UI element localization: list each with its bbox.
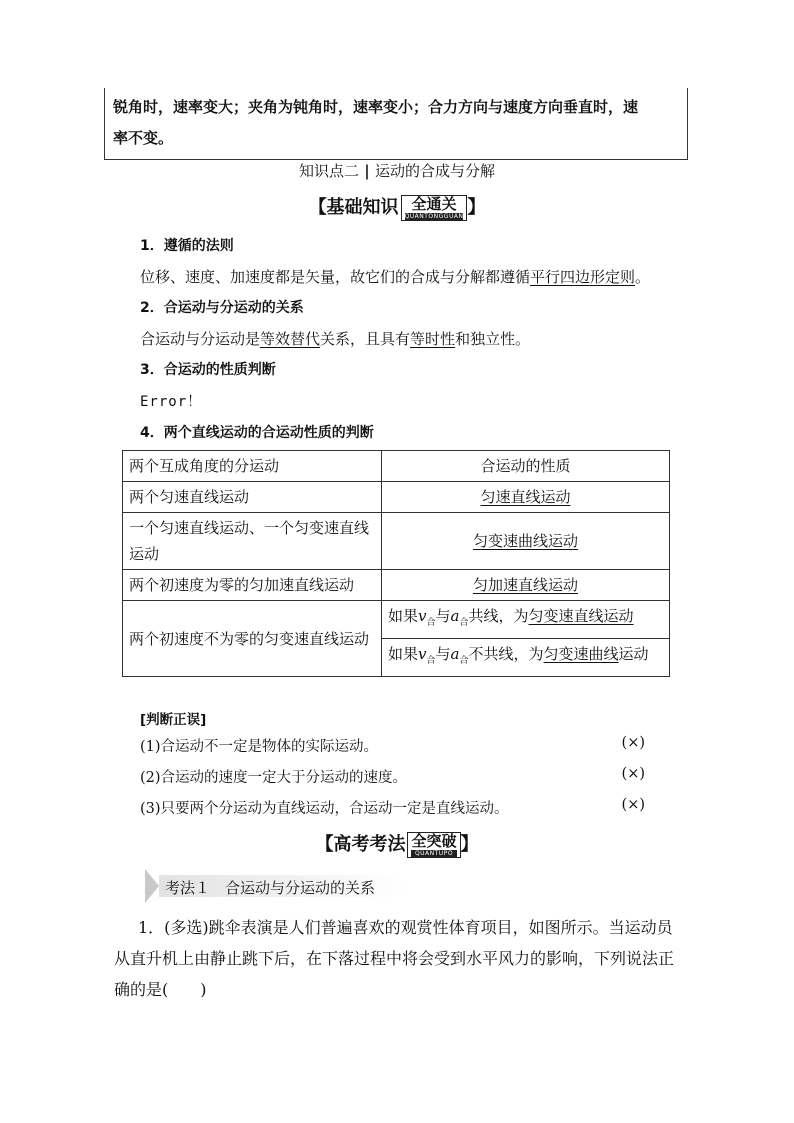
note-box — [104, 88, 688, 160]
judge-item-mark: (×) — [621, 766, 645, 782]
table-cell: 两个初速度为零的匀加速直线运动 — [123, 570, 382, 601]
banner-exam-text: 【高考考法 — [315, 834, 406, 855]
s2-text-b: 关系，且具有 — [320, 330, 411, 348]
s2-text-c: 和独立性。 — [455, 330, 531, 348]
banner-basic-tag — [401, 195, 468, 221]
table-cell-underlined: 匀变速曲线运动 — [472, 532, 578, 550]
judge-item-mark: (×) — [621, 797, 645, 813]
knowledge-point-name: 运动的合成与分解 — [374, 162, 495, 180]
judge-item-mark: (×) — [621, 735, 645, 751]
cell-text: 如果 — [388, 607, 419, 625]
table-cell: 两个匀速直线运动 — [123, 482, 382, 513]
judge-item-text: (3)只要两个分运动为直线运动，合运动一定是直线运动。 — [140, 801, 509, 817]
subscript: 合 — [459, 656, 469, 666]
banner-exam-methods — [0, 830, 794, 858]
method-header-text — [165, 877, 375, 898]
s1-text-b: 。 — [635, 268, 651, 286]
table-cell-underlined: 匀变速曲线 — [543, 645, 619, 663]
cell-text: 不共线，为 — [468, 645, 544, 663]
symbol-a: a — [450, 645, 460, 663]
question-text — [114, 912, 686, 1005]
table-cell-underlined: 匀加速直线运动 — [472, 576, 578, 594]
table-cell — [382, 639, 670, 677]
section-1-text — [140, 266, 650, 287]
banner-exam-tag-sub: QUANTUPO — [411, 850, 456, 857]
judge-item — [140, 797, 645, 818]
judge-title: [判断正误] — [140, 712, 207, 728]
banner-basic-tag-text: 全通关 — [411, 195, 457, 213]
triangle-arrow-icon — [145, 869, 159, 903]
motion-table — [122, 450, 670, 677]
section-4-heading: 4．两个直线运动的合运动性质的判断 — [140, 425, 374, 441]
s2-text-a: 合运动与分运动是 — [140, 330, 261, 348]
method-title: 合运动与分运动的关系 — [225, 879, 376, 897]
banner-exam-tag-text: 全突破 — [411, 832, 457, 850]
section-2-text — [140, 328, 530, 349]
table-cell-underlined: 匀速直线运动 — [480, 488, 571, 506]
section-3-heading: 3．合运动的性质判断 — [140, 362, 276, 378]
banner-exam-tag — [407, 832, 460, 858]
table-row — [123, 570, 670, 601]
banner-basic-tag-sub: QUANTONGGUAN — [404, 213, 464, 220]
symbol-v: v — [418, 607, 427, 625]
judge-item — [140, 766, 645, 787]
note-line-2: 率不变。 — [113, 129, 174, 147]
table-row — [123, 482, 670, 513]
judge-item — [140, 735, 645, 756]
banner-basic-knowledge — [0, 193, 794, 221]
banner-basic-close: 】 — [467, 197, 486, 218]
banner-basic-text: 【基础知识 — [308, 197, 399, 218]
table-header-cell: 合运动的性质 — [382, 451, 670, 482]
table-cell — [382, 482, 670, 513]
table-cell: 两个初速度不为零的匀变速直线运动 — [123, 601, 382, 677]
table-cell: 一个匀速直线运动、一个匀变速直线运动 — [123, 513, 382, 570]
cell-text: 与 — [435, 607, 451, 625]
table-cell — [382, 513, 670, 570]
s1-text-a: 位移、速度、加速度都是矢量，故它们的合成与分解都遵循 — [140, 268, 531, 286]
section-3-error-text: Error！ — [140, 394, 203, 410]
question-body: 1．(多选)跳伞表演是人们普遍喜欢的观赏性体育项目，如图所示。当运动员从直升机上由静止跳下后，在下落过程中将会受到水平风力的影响，下列说法正确的是( ) — [114, 918, 675, 999]
table-cell — [382, 570, 670, 601]
table-row — [123, 513, 670, 570]
knowledge-point-title: 知识点二 | 运动的合成与分解 — [299, 162, 495, 180]
symbol-v: v — [418, 645, 427, 663]
table-cell — [382, 601, 670, 639]
note-line-1: 锐角时，速率变大；夹角为钝角时，速率变小；合力方向与速度方向垂直时，速 — [113, 98, 639, 116]
table-header-cell: 两个互成角度的分运动 — [123, 451, 382, 482]
banner-exam-close: 】 — [460, 834, 479, 855]
section-2-heading: 2．合运动与分运动的关系 — [140, 300, 304, 316]
section-1-heading: 1．遵循的法则 — [140, 238, 234, 254]
cell-text: 与 — [435, 645, 451, 663]
table-cell-underlined: 匀变速直线运动 — [528, 607, 634, 625]
knowledge-point-label: 知识点二 — [299, 162, 360, 180]
cell-text: 如果 — [388, 645, 419, 663]
symbol-a: a — [450, 607, 460, 625]
table-row — [123, 451, 670, 482]
table-row — [123, 601, 670, 639]
judge-item-text: (1)合运动不一定是物体的实际运动。 — [140, 739, 379, 755]
subscript: 合 — [459, 618, 469, 628]
s1-underlined: 平行四边形定则 — [530, 268, 636, 286]
judge-item-text: (2)合运动的速度一定大于分运动的速度。 — [140, 770, 408, 786]
subscript: 合 — [426, 618, 436, 628]
s2-underlined-2: 等时性 — [410, 330, 456, 348]
cell-text: 运动 — [618, 645, 649, 663]
s2-underlined-1: 等效替代 — [260, 330, 321, 348]
subscript: 合 — [426, 656, 436, 666]
cell-text: 共线，为 — [468, 607, 529, 625]
method-label: 考法１ — [165, 879, 211, 897]
method-header — [145, 869, 405, 903]
